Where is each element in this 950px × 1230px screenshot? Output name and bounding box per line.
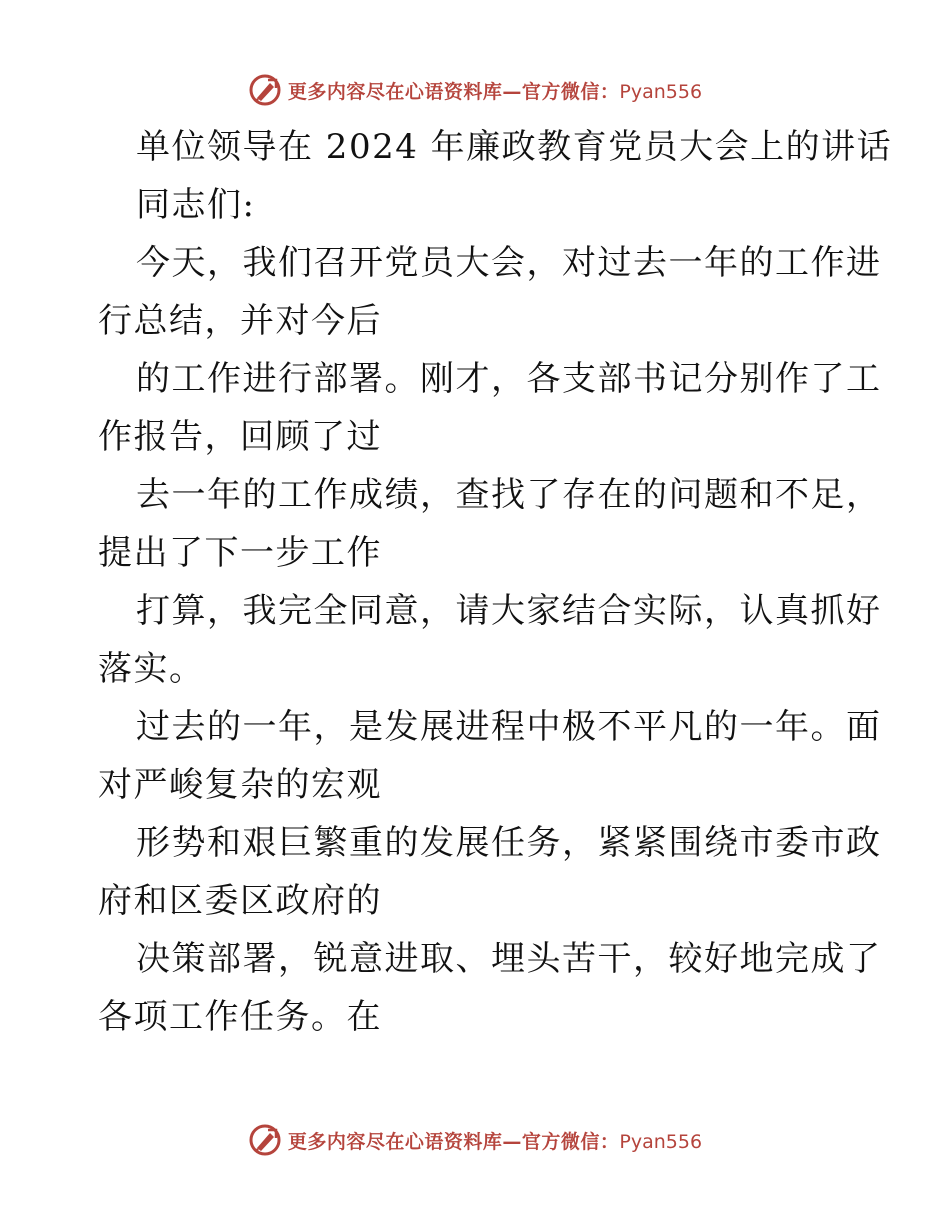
text-line: 的工作进行部署。刚才，各支部书记分别作了工 <box>136 359 882 399</box>
text-line: 府和区委区政府的 <box>98 881 382 921</box>
footer-watermark <box>0 1120 950 1160</box>
text-line: 落实。 <box>98 649 205 689</box>
header-watermark <box>0 70 950 110</box>
text-line: 同志们: <box>136 185 256 225</box>
text-line: 作报告，回顾了过 <box>98 417 382 457</box>
pen-logo-icon <box>248 1123 282 1157</box>
text-line: 打算，我完全同意，请大家结合实际，认真抓好 <box>136 591 882 631</box>
pen-logo-icon <box>248 73 282 107</box>
text-line: 提出了下一步工作 <box>98 533 382 573</box>
document-title: 单位领导在 2024 年廉政教育党员大会上的讲话 <box>136 127 893 167</box>
text-line: 行总结，并对今后 <box>98 301 382 341</box>
text-line: 形势和艰巨繁重的发展任务，紧紧围绕市委市政 <box>136 823 882 863</box>
text-line: 今天，我们召开党员大会，对过去一年的工作进 <box>136 243 882 283</box>
text-line: 决策部署，锐意进取、埋头苦干，较好地完成了 <box>136 939 882 979</box>
text-line: 去一年的工作成绩，查找了存在的问题和不足， <box>136 475 882 515</box>
watermark-text: 更多内容尽在心语资料库—官方微信：Pyan556 <box>287 1130 703 1153</box>
text-line: 过去的一年，是发展进程中极不平凡的一年。面 <box>136 707 882 747</box>
document-body <box>98 118 893 1046</box>
text-line: 对严峻复杂的宏观 <box>98 765 382 805</box>
text-line: 各项工作任务。在 <box>98 997 382 1037</box>
watermark-handle: Pyan556 <box>619 1130 703 1153</box>
watermark-text: 更多内容尽在心语资料库—官方微信：Pyan556 <box>287 80 703 103</box>
watermark-handle: Pyan556 <box>619 80 703 103</box>
